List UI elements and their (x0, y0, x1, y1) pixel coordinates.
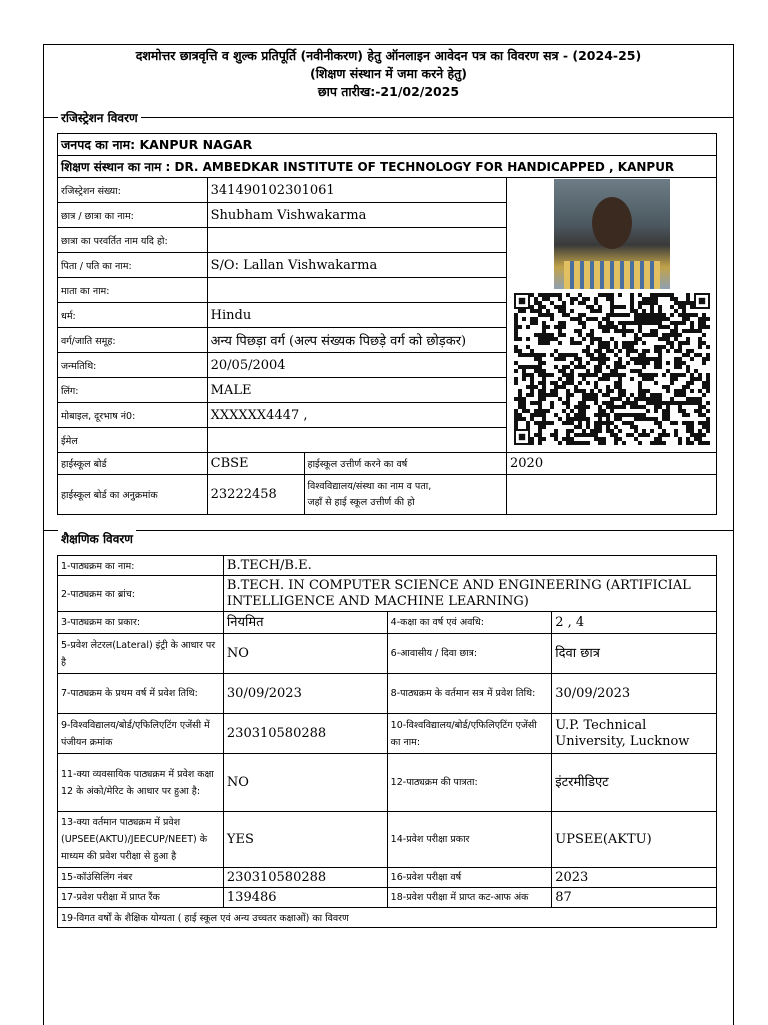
academic-row (58, 812, 717, 868)
registration-row-value: अन्य पिछड़ा वर्ग (अल्प संख्यक पिछड़े वर्ग को छोड़कर) (207, 328, 506, 353)
academic-row (58, 754, 717, 812)
hs-board-value: CBSE (207, 453, 304, 475)
academic-row-label: 14-प्रवेश परीक्षा प्रकार (387, 812, 552, 868)
academic-row-label: 3-पाठ्यक्रम का प्रकार: (58, 612, 224, 634)
registration-row-label: ईमेल (58, 428, 208, 453)
registration-row-label: वर्ग/जाति समूह: (58, 328, 208, 353)
registration-row-value (207, 278, 506, 303)
registration-row-label: माता का नाम: (58, 278, 208, 303)
hs-roll-value: 23222458 (207, 475, 304, 515)
academic-row-label: 15-कॉउंसिलिंग नंबर (58, 868, 224, 888)
qr-code-icon (514, 293, 710, 445)
registration-row-label: रजिस्ट्रेशन संख्या: (58, 178, 208, 203)
academic-row (58, 868, 717, 888)
hs-board-label: हाईस्कूल बोर्ड (58, 453, 208, 475)
registration-row-label: लिंग: (58, 378, 208, 403)
academic-row-value: UPSEE(AKTU) (552, 812, 717, 868)
academic-row-value: 30/09/2023 (223, 674, 387, 714)
hs-year-value: 2020 (507, 453, 717, 475)
academic-row-value: YES (223, 812, 387, 868)
registration-row-value: MALE (207, 378, 506, 403)
hs-institute-label-line2: जहाँ से हाई स्कूल उत्तीर्ण की हो (307, 496, 415, 508)
academic-row-label: 18-प्रवेश परीक्षा में प्राप्त कट-आफ अंक (387, 888, 552, 908)
academic-row-value: दिवा छात्र (552, 634, 717, 674)
previous-education-label: 19-विगत वर्षों के शैक्षिक योग्यता ( हाई स्कूल एवं अन्य उच्चतर कक्षाओं) का विवरण (58, 908, 717, 928)
academic-row-label: 13-क्या वर्तमान पाठ्यक्रम में प्रवेश (UPSEE(AKTU)/JEECUP/NEET) के माध्यम की प्रवेश परीक्षा से हुआ है (58, 812, 224, 868)
hs-institute-label-line1: विश्वविद्यालय/संस्था का नाम व पता, (307, 480, 432, 492)
registration-row-label: जन्मतिथि: (58, 353, 208, 378)
academic-row-value: 2023 (552, 868, 717, 888)
course-branch-label: 2-पाठ्यक्रम का ब्रांच: (58, 576, 224, 612)
print-date: छाप तारीख:-21/02/2025 (317, 84, 460, 99)
photo-face (592, 197, 632, 249)
academic-row-label: 17-प्रवेश परीक्षा में प्राप्त रैंक (58, 888, 224, 908)
registration-row-value: Shubham Vishwakarma (207, 203, 506, 228)
academic-section-title: शैक्षणिक विवरण (58, 530, 136, 547)
registration-table (57, 133, 717, 515)
academic-row-label: 12-पाठ्यक्रम की पात्रता: (387, 754, 552, 812)
course-name-value: B.TECH/B.E. (223, 556, 716, 576)
course-branch-value: B.TECH. IN COMPUTER SCIENCE AND ENGINEERING (ARTIFICIAL INTELLIGENCE AND MACHINE LEARNING) (223, 576, 716, 612)
academic-row-value: 2 , 4 (552, 612, 717, 634)
registration-row-value: S/O: Lallan Vishwakarma (207, 253, 506, 278)
institute-name: शिक्षण संस्थान का नाम : DR. AMBEDKAR INSTITUTE OF TECHNOLOGY FOR HANDICAPPED , KANPUR (58, 156, 717, 178)
academic-row-value: 30/09/2023 (552, 674, 717, 714)
academic-row-label: 9-विश्वविद्यालय/बोर्ड/एफिलिएटिंग एजेंसी में पंजीयन क्रमांक (58, 714, 224, 754)
academic-row (58, 612, 717, 634)
academic-row-value: U.P. Technical University, Lucknow (552, 714, 717, 754)
photo-qr-cell (507, 178, 717, 453)
registration-row-label: मोबाइल, दूरभाष नं0: (58, 403, 208, 428)
course-name-label: 1-पाठ्यक्रम का नाम: (58, 556, 224, 576)
academic-row (58, 634, 717, 674)
district-name: जनपद का नाम: KANPUR NAGAR (58, 134, 717, 156)
academic-table (57, 555, 717, 928)
hs-institute-value (507, 475, 717, 515)
registration-row-label: छात्र / छात्रा का नाम: (58, 203, 208, 228)
academic-row-value: 139486 (223, 888, 387, 908)
academic-row-label: 16-प्रवेश परीक्षा वर्ष (387, 868, 552, 888)
form-header (44, 45, 733, 101)
academic-row-value: 87 (552, 888, 717, 908)
academic-row-label: 11-क्या व्यवसायिक पाठ्यक्रम में प्रवेश कक्षा 12 के अंको/मेरिट के आधार पर हुआ है: (58, 754, 224, 812)
photo-shirt (564, 261, 660, 289)
academic-row-label: 7-पाठ्यक्रम के प्रथम वर्ष में प्रवेश तिथि: (58, 674, 224, 714)
academic-row-label: 4-कक्षा का वर्ष एवं अवधि: (387, 612, 552, 634)
registration-row-value: XXXXXX4447 , (207, 403, 506, 428)
registration-row-label: पिता / पति का नाम: (58, 253, 208, 278)
registration-row-value: Hindu (207, 303, 506, 328)
registration-row-label: धर्म: (58, 303, 208, 328)
academic-row-value: 230310580288 (223, 868, 387, 888)
hs-institute-label (304, 475, 506, 515)
academic-row (58, 674, 717, 714)
hs-year-label: हाईस्कूल उत्तीर्ण करने का वर्ष (304, 453, 506, 475)
academic-row-label: 5-प्रवेश लेटरल(Lateral) इंट्री के आधार पर है (58, 634, 224, 674)
academic-row-value: NO (223, 634, 387, 674)
registration-row-value (207, 228, 506, 253)
student-photo (554, 179, 670, 289)
academic-row-label: 8-पाठ्यक्रम के वर्तमान सत्र में प्रवेश तिथि: (387, 674, 552, 714)
hs-roll-label: हाईस्कूल बोर्ड का अनुक्रमांक (58, 475, 208, 515)
academic-row-value: इंटरमीडिएट (552, 754, 717, 812)
registration-section-title: रजिस्ट्रेशन विवरण (58, 109, 141, 126)
header-title: दशमोत्तर छात्रवृत्ति व शुल्क प्रतिपूर्ति (नवीनीकरण) हेतु ऑनलाइन आवेदन पत्र का विवरण सत्र - (2024-25) (135, 48, 642, 63)
registration-row (58, 178, 717, 203)
registration-row-label: छात्रा का परवर्तित नाम यदि हो: (58, 228, 208, 253)
academic-row-label: 6-आवासीय / दिवा छात्र: (387, 634, 552, 674)
academic-row-value: NO (223, 754, 387, 812)
academic-section-line (44, 530, 733, 531)
header-subtitle: (शिक्षण संस्थान में जमा करने हेतु) (309, 66, 468, 81)
academic-row-label: 10-विश्वविद्यालय/बोर्ड/एफिलिएटिंग एजेंसी का नाम: (387, 714, 552, 754)
registration-row-value: 341490102301061 (207, 178, 506, 203)
academic-row-value: नियमित (223, 612, 387, 634)
registration-section-line (44, 117, 733, 118)
registration-row-value (207, 428, 506, 453)
application-form-page (43, 44, 734, 1025)
academic-row (58, 714, 717, 754)
registration-row-value: 20/05/2004 (207, 353, 506, 378)
academic-row-value: 230310580288 (223, 714, 387, 754)
academic-row (58, 888, 717, 908)
